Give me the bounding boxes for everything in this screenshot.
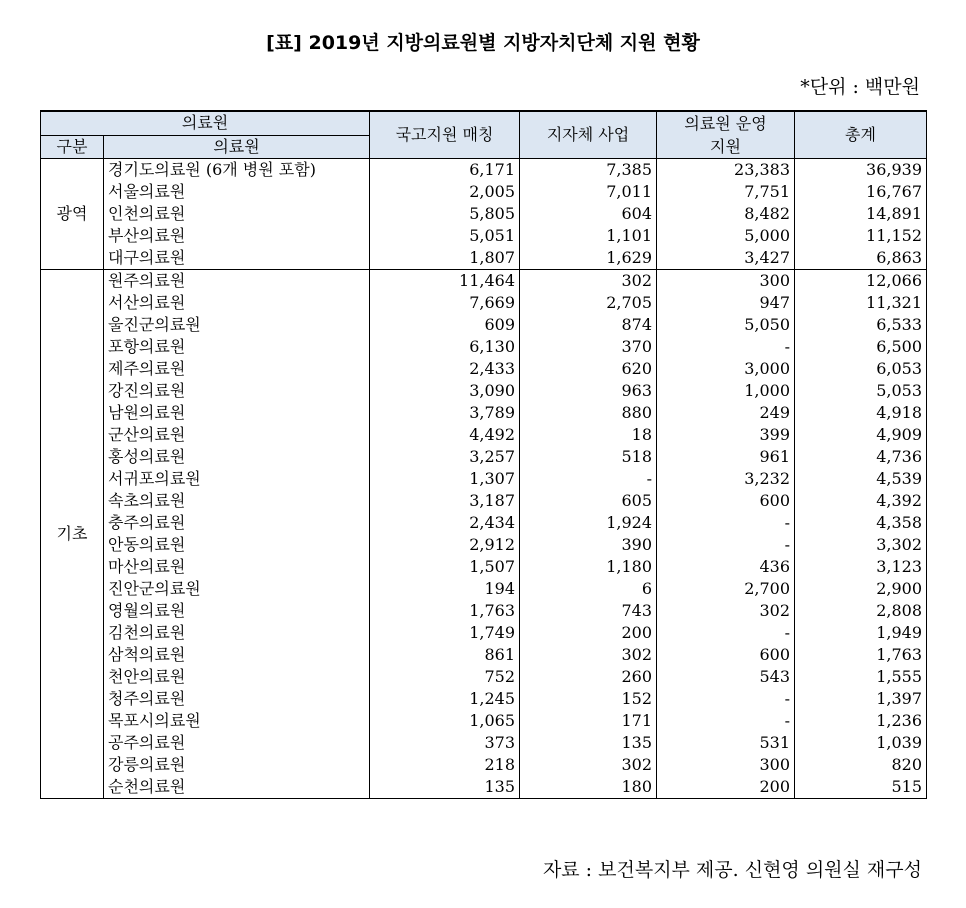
hospital-name-cell: 순천의료원 xyxy=(104,776,370,799)
total-cell: 5,053 xyxy=(795,380,927,402)
local-project-cell: 135 xyxy=(520,732,657,754)
national-match-cell: 2,434 xyxy=(370,512,520,534)
total-cell: 3,123 xyxy=(795,556,927,578)
table-row xyxy=(41,159,927,182)
operation-support-cell: 300 xyxy=(657,270,795,293)
local-project-cell: 605 xyxy=(520,490,657,512)
total-cell: 2,900 xyxy=(795,578,927,600)
hospital-name-cell: 부산의료원 xyxy=(104,225,370,247)
local-project-cell: 1,629 xyxy=(520,247,657,270)
total-cell: 3,302 xyxy=(795,534,927,556)
national-match-cell: 1,065 xyxy=(370,710,520,732)
local-project-cell: 370 xyxy=(520,336,657,358)
national-match-cell: 1,749 xyxy=(370,622,520,644)
header-group-hospital: 의료원 xyxy=(41,111,370,135)
table-body xyxy=(41,159,927,799)
hospital-name-cell: 충주의료원 xyxy=(104,512,370,534)
total-cell: 4,358 xyxy=(795,512,927,534)
local-project-cell: 260 xyxy=(520,666,657,688)
local-project-cell: 18 xyxy=(520,424,657,446)
local-project-cell: 390 xyxy=(520,534,657,556)
operation-support-cell: 600 xyxy=(657,644,795,666)
national-match-cell: 752 xyxy=(370,666,520,688)
operation-support-cell: 7,751 xyxy=(657,181,795,203)
hospital-name-cell: 마산의료원 xyxy=(104,556,370,578)
total-cell: 1,236 xyxy=(795,710,927,732)
table-row xyxy=(41,600,927,622)
local-project-cell: 518 xyxy=(520,446,657,468)
operation-support-cell: - xyxy=(657,512,795,534)
operation-support-cell: 5,000 xyxy=(657,225,795,247)
operation-support-cell: 947 xyxy=(657,292,795,314)
local-project-cell: 1,924 xyxy=(520,512,657,534)
total-cell: 11,321 xyxy=(795,292,927,314)
national-match-cell: 373 xyxy=(370,732,520,754)
header-hospital: 의료원 xyxy=(104,135,370,159)
local-project-cell: 880 xyxy=(520,402,657,424)
operation-support-cell: 23,383 xyxy=(657,159,795,182)
hospital-name-cell: 천안의료원 xyxy=(104,666,370,688)
table-row xyxy=(41,270,927,293)
table-header xyxy=(41,111,927,159)
operation-support-cell: 3,232 xyxy=(657,468,795,490)
hospital-name-cell: 삼척의료원 xyxy=(104,644,370,666)
national-match-cell: 1,807 xyxy=(370,247,520,270)
table-row xyxy=(41,534,927,556)
local-project-cell: 743 xyxy=(520,600,657,622)
table-row xyxy=(41,666,927,688)
hospital-name-cell: 김천의료원 xyxy=(104,622,370,644)
local-project-cell: 6 xyxy=(520,578,657,600)
operation-support-cell: 8,482 xyxy=(657,203,795,225)
national-match-cell: 1,307 xyxy=(370,468,520,490)
operation-support-cell: 249 xyxy=(657,402,795,424)
total-cell: 6,500 xyxy=(795,336,927,358)
total-cell: 4,392 xyxy=(795,490,927,512)
local-project-cell: 7,385 xyxy=(520,159,657,182)
operation-support-cell: - xyxy=(657,688,795,710)
hospital-name-cell: 경기도의료원 (6개 병원 포함) xyxy=(104,159,370,182)
hospital-name-cell: 남원의료원 xyxy=(104,402,370,424)
table-row xyxy=(41,644,927,666)
hospital-name-cell: 포항의료원 xyxy=(104,336,370,358)
local-project-cell: 1,101 xyxy=(520,225,657,247)
local-project-cell: 7,011 xyxy=(520,181,657,203)
total-cell: 6,533 xyxy=(795,314,927,336)
hospital-name-cell: 강릉의료원 xyxy=(104,754,370,776)
table-row xyxy=(41,380,927,402)
table-title: [표] 2019년 지방의료원별 지방자치단체 지원 현황 xyxy=(266,32,700,54)
operation-support-cell: 300 xyxy=(657,754,795,776)
operation-support-cell: 436 xyxy=(657,556,795,578)
national-match-cell: 1,763 xyxy=(370,600,520,622)
national-match-cell: 218 xyxy=(370,754,520,776)
national-match-cell: 3,789 xyxy=(370,402,520,424)
hospital-name-cell: 서귀포의료원 xyxy=(104,468,370,490)
table-row xyxy=(41,424,927,446)
operation-support-cell: - xyxy=(657,710,795,732)
operation-support-cell: 200 xyxy=(657,776,795,799)
national-match-cell: 6,171 xyxy=(370,159,520,182)
table-row xyxy=(41,622,927,644)
total-cell: 1,039 xyxy=(795,732,927,754)
table-row xyxy=(41,578,927,600)
total-cell: 12,066 xyxy=(795,270,927,293)
operation-support-cell: 302 xyxy=(657,600,795,622)
total-cell: 1,397 xyxy=(795,688,927,710)
operation-support-cell: 531 xyxy=(657,732,795,754)
hospital-name-cell: 공주의료원 xyxy=(104,732,370,754)
hospital-name-cell: 울진군의료원 xyxy=(104,314,370,336)
total-cell: 11,152 xyxy=(795,225,927,247)
operation-support-cell: 600 xyxy=(657,490,795,512)
hospital-name-cell: 속초의료원 xyxy=(104,490,370,512)
table-row xyxy=(41,247,927,270)
local-project-cell: 302 xyxy=(520,270,657,293)
national-match-cell: 609 xyxy=(370,314,520,336)
operation-support-cell: 3,000 xyxy=(657,358,795,380)
local-project-cell: 152 xyxy=(520,688,657,710)
hospital-name-cell: 제주의료원 xyxy=(104,358,370,380)
table-row xyxy=(41,292,927,314)
header-category: 구분 xyxy=(41,135,104,159)
local-project-cell: 302 xyxy=(520,644,657,666)
table-row xyxy=(41,225,927,247)
operation-support-cell: - xyxy=(657,534,795,556)
header-operation-line2: 지원 xyxy=(710,137,741,156)
total-cell: 820 xyxy=(795,754,927,776)
hospital-name-cell: 서산의료원 xyxy=(104,292,370,314)
national-match-cell: 2,433 xyxy=(370,358,520,380)
hospital-name-cell: 진안군의료원 xyxy=(104,578,370,600)
table-row xyxy=(41,688,927,710)
national-match-cell: 2,005 xyxy=(370,181,520,203)
total-cell: 1,555 xyxy=(795,666,927,688)
total-cell: 6,053 xyxy=(795,358,927,380)
total-cell: 14,891 xyxy=(795,203,927,225)
support-table xyxy=(40,110,927,799)
national-match-cell: 1,245 xyxy=(370,688,520,710)
national-match-cell: 135 xyxy=(370,776,520,799)
total-cell: 1,763 xyxy=(795,644,927,666)
national-match-cell: 2,912 xyxy=(370,534,520,556)
local-project-cell: - xyxy=(520,468,657,490)
local-project-cell: 1,180 xyxy=(520,556,657,578)
hospital-name-cell: 인천의료원 xyxy=(104,203,370,225)
table-row xyxy=(41,754,927,776)
hospital-name-cell: 원주의료원 xyxy=(104,270,370,293)
national-match-cell: 3,257 xyxy=(370,446,520,468)
table-row xyxy=(41,512,927,534)
table-row xyxy=(41,556,927,578)
table-row xyxy=(41,336,927,358)
hospital-name-cell: 홍성의료원 xyxy=(104,446,370,468)
unit-note: *단위 : 백만원 xyxy=(800,76,920,98)
hospital-name-cell: 대구의료원 xyxy=(104,247,370,270)
local-project-cell: 302 xyxy=(520,754,657,776)
total-cell: 4,736 xyxy=(795,446,927,468)
header-national-match: 국고지원 매칭 xyxy=(370,111,520,159)
national-match-cell: 5,805 xyxy=(370,203,520,225)
table-row xyxy=(41,490,927,512)
table-row xyxy=(41,710,927,732)
national-match-cell: 1,507 xyxy=(370,556,520,578)
operation-support-cell: - xyxy=(657,622,795,644)
national-match-cell: 5,051 xyxy=(370,225,520,247)
operation-support-cell: 399 xyxy=(657,424,795,446)
total-cell: 6,863 xyxy=(795,247,927,270)
table-row xyxy=(41,358,927,380)
operation-support-cell: 5,050 xyxy=(657,314,795,336)
local-project-cell: 963 xyxy=(520,380,657,402)
hospital-name-cell: 군산의료원 xyxy=(104,424,370,446)
total-cell: 1,949 xyxy=(795,622,927,644)
operation-support-cell: 3,427 xyxy=(657,247,795,270)
national-match-cell: 3,187 xyxy=(370,490,520,512)
local-project-cell: 180 xyxy=(520,776,657,799)
national-match-cell: 7,669 xyxy=(370,292,520,314)
total-cell: 4,918 xyxy=(795,402,927,424)
table-row xyxy=(41,732,927,754)
national-match-cell: 4,492 xyxy=(370,424,520,446)
category-cell: 기초 xyxy=(41,270,104,799)
table-row xyxy=(41,181,927,203)
national-match-cell: 861 xyxy=(370,644,520,666)
operation-support-cell: 543 xyxy=(657,666,795,688)
operation-support-cell: - xyxy=(657,336,795,358)
table-row xyxy=(41,446,927,468)
table-row xyxy=(41,314,927,336)
table-row xyxy=(41,402,927,424)
table-row xyxy=(41,203,927,225)
hospital-name-cell: 청주의료원 xyxy=(104,688,370,710)
total-cell: 515 xyxy=(795,776,927,799)
national-match-cell: 6,130 xyxy=(370,336,520,358)
total-cell: 4,539 xyxy=(795,468,927,490)
national-match-cell: 194 xyxy=(370,578,520,600)
table-row xyxy=(41,468,927,490)
operation-support-cell: 2,700 xyxy=(657,578,795,600)
header-total: 총계 xyxy=(795,111,927,159)
local-project-cell: 874 xyxy=(520,314,657,336)
local-project-cell: 200 xyxy=(520,622,657,644)
hospital-name-cell: 영월의료원 xyxy=(104,600,370,622)
table-row xyxy=(41,776,927,799)
hospital-name-cell: 서울의료원 xyxy=(104,181,370,203)
total-cell: 2,808 xyxy=(795,600,927,622)
total-cell: 16,767 xyxy=(795,181,927,203)
local-project-cell: 171 xyxy=(520,710,657,732)
header-local-project: 지자체 사업 xyxy=(520,111,657,159)
hospital-name-cell: 안동의료원 xyxy=(104,534,370,556)
hospital-name-cell: 목포시의료원 xyxy=(104,710,370,732)
total-cell: 36,939 xyxy=(795,159,927,182)
hospital-name-cell: 강진의료원 xyxy=(104,380,370,402)
header-operation-support xyxy=(657,111,795,159)
national-match-cell: 3,090 xyxy=(370,380,520,402)
operation-support-cell: 961 xyxy=(657,446,795,468)
local-project-cell: 2,705 xyxy=(520,292,657,314)
local-project-cell: 620 xyxy=(520,358,657,380)
category-cell: 광역 xyxy=(41,159,104,270)
source-note: 자료 : 보건복지부 제공. 신현영 의원실 재구성 xyxy=(542,859,922,881)
total-cell: 4,909 xyxy=(795,424,927,446)
operation-support-cell: 1,000 xyxy=(657,380,795,402)
national-match-cell: 11,464 xyxy=(370,270,520,293)
header-operation-line1: 의료원 운영 xyxy=(684,114,767,133)
local-project-cell: 604 xyxy=(520,203,657,225)
